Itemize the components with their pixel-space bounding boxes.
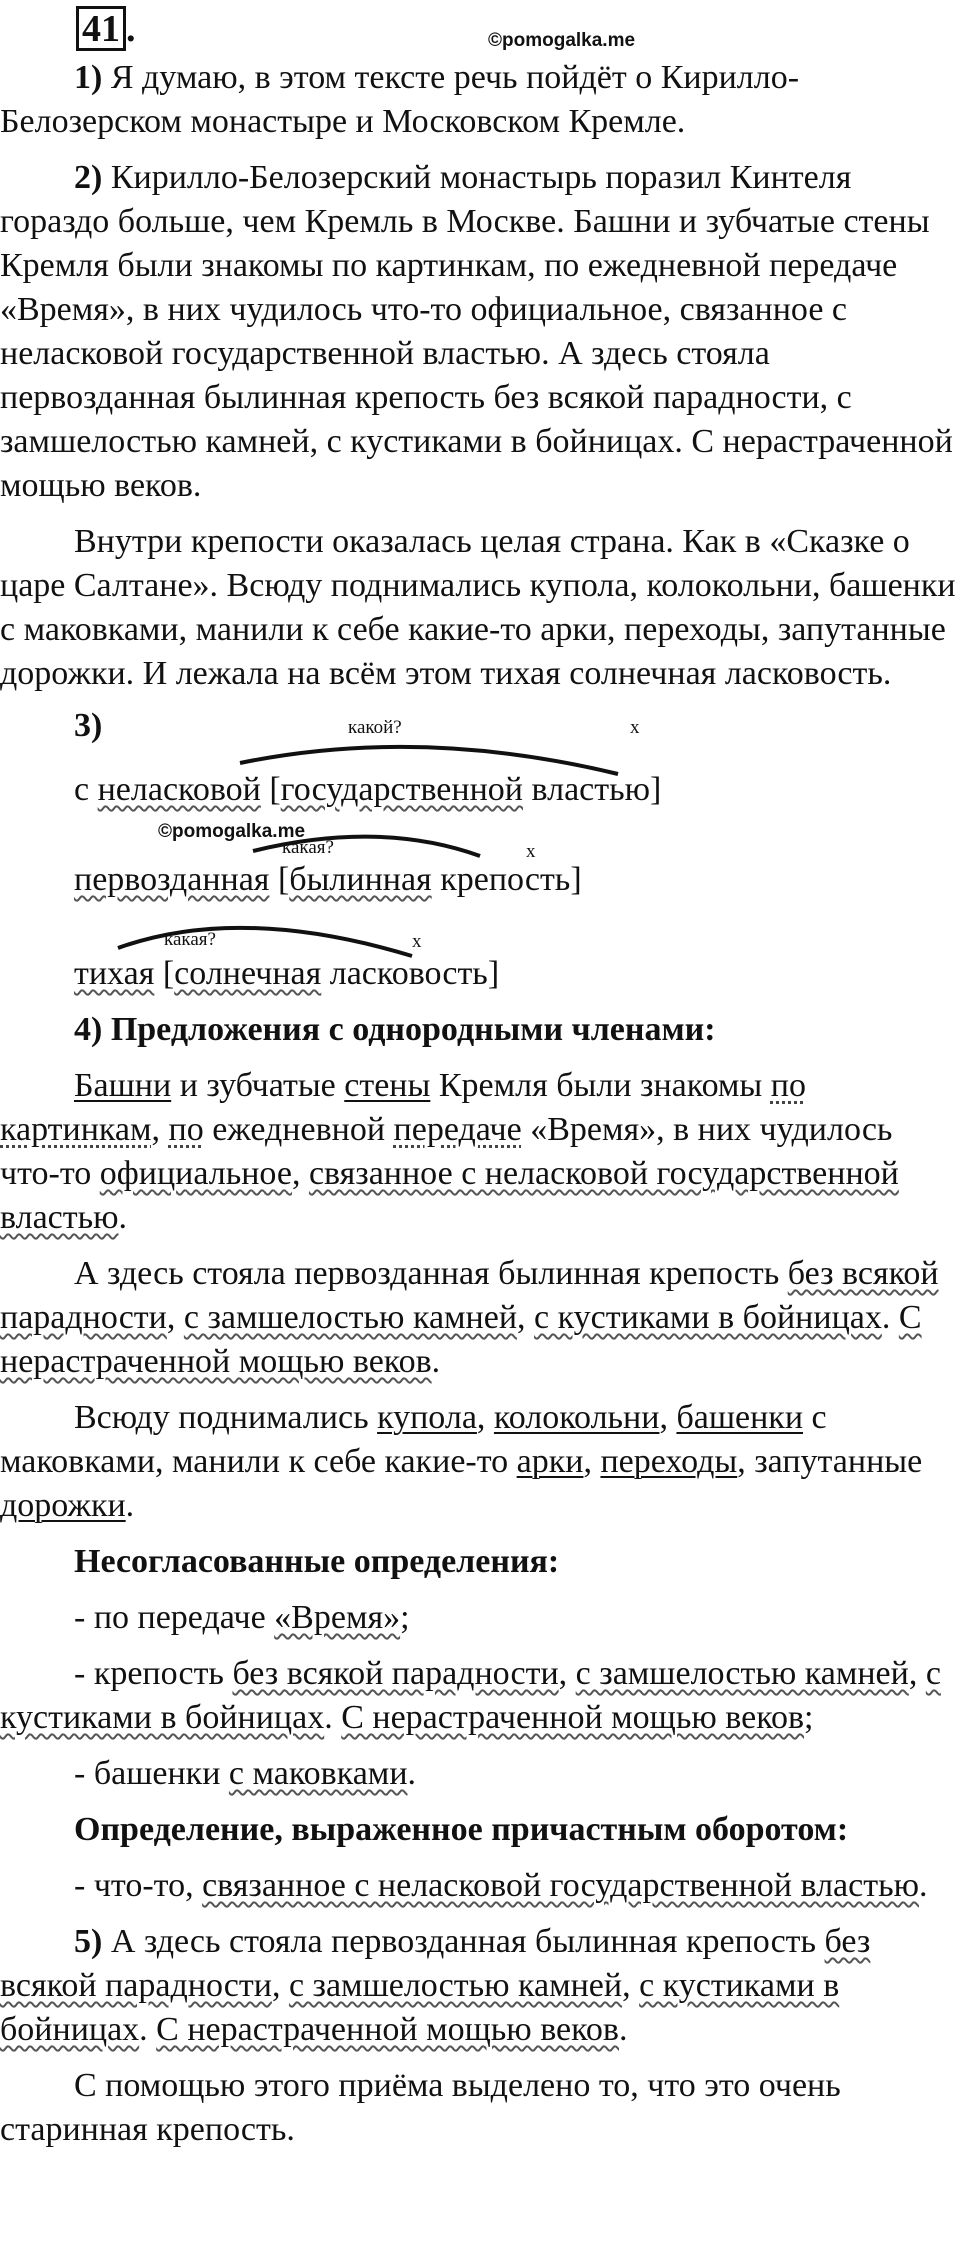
question-2: какая? <box>282 837 334 858</box>
prich-1: - что-то, связанное с неласковой государственной властью. <box>74 1867 928 1904</box>
question-3: какая? <box>164 929 216 950</box>
prich-title: Определение, выраженное причастным оборотом: <box>74 1811 849 1848</box>
mark-3: х <box>412 931 422 952</box>
question-1: какой? <box>348 717 402 738</box>
watermark-2: ©pomogalka.me <box>158 821 306 842</box>
sentence-1: Башни и зубчатые стены Кремля были знакомы по картинкам, по ежедневной передаче «Время», в них чудилось что-то официальное, связанное с неласковой государственной властью. <box>0 1067 899 1236</box>
watermark: ©pomogalka.me <box>488 30 636 51</box>
sentence-3: Всюду поднимались купола, колокольни, башенки с маковками, манили к себе какие-то арки, переходы, запутанные дорожки. <box>0 1399 923 1524</box>
sentence-2: А здесь стояла первозданная былинная крепость без всякой парадности, с замшелостью камней, с кустиками в бойницах. С нерастраченной мощью веков. <box>0 1255 939 1380</box>
phrase-1: с неласковой [государственной властью] <box>74 771 662 808</box>
nesogl-1: - по передаче «Время»; <box>74 1599 410 1636</box>
exercise-number: 41 . <box>76 6 136 51</box>
nesogl-2: - крепость без всякой парадности, с замшелостью камней, с кустиками в бойницах. С нерастраченной мощью веков; <box>0 1655 941 1736</box>
phrase-diagrams: 3) какой? х с неласковой [государственной властью] ©pomogalka.me какая? х первозданная [былинная крепость] какая? х тихая [солнечная ласковость] <box>0 708 960 1008</box>
answer-2: 2) Кирилло-Белозерский монастырь поразил Кинтеля гораздо больше, чем Кремль в Москве. Башни и зубчатые стены Кремля были знакомы по картинкам, по ежедневной передаче «Время», в них чудилось что-то официальное, связанное с неласковой государственной властью. А здесь стояла первозданная былинная крепость без всякой парадности, с замшелостью камней, с кустиками в бойницах. С нерастраченной мощью веков. <box>0 159 953 504</box>
answer-1: 1) Я думаю, в этом тексте речь пойдёт о Кирилло-Белозерском монастыре и Московском Кремле. <box>0 59 800 140</box>
answer-text <box>0 56 960 2164</box>
phrase-2: первозданная [былинная крепость] <box>74 861 582 898</box>
phrase-3: тихая [солнечная ласковость] <box>74 955 500 992</box>
section-4-title: 4) Предложения с однородными членами: <box>74 1011 716 1048</box>
conclusion: С помощью этого приёма выделено то, что это очень старинная крепость. <box>0 2067 841 2148</box>
answer-5: 5) А здесь стояла первозданная былинная крепость без всякой парадности, с замшелостью камней, с кустиками в бойницах. С нерастраченной мощью веков. <box>0 1923 871 2048</box>
text-paragraph: Внутри крепости оказалась целая страна. Как в «Сказке о царе Салтане». Всюду поднимались купола, колокольни, башенки с маковками, манили к себе какие-то арки, переходы, запутанные дорожки. И лежала на всём этом тихая солнечная ласковость. <box>0 523 956 692</box>
mark-1: х <box>630 717 640 738</box>
nesogl-title: Несогласованные определения: <box>74 1543 560 1580</box>
mark-2: х <box>526 841 536 862</box>
nesogl-3: - башенки с маковками. <box>74 1755 417 1792</box>
